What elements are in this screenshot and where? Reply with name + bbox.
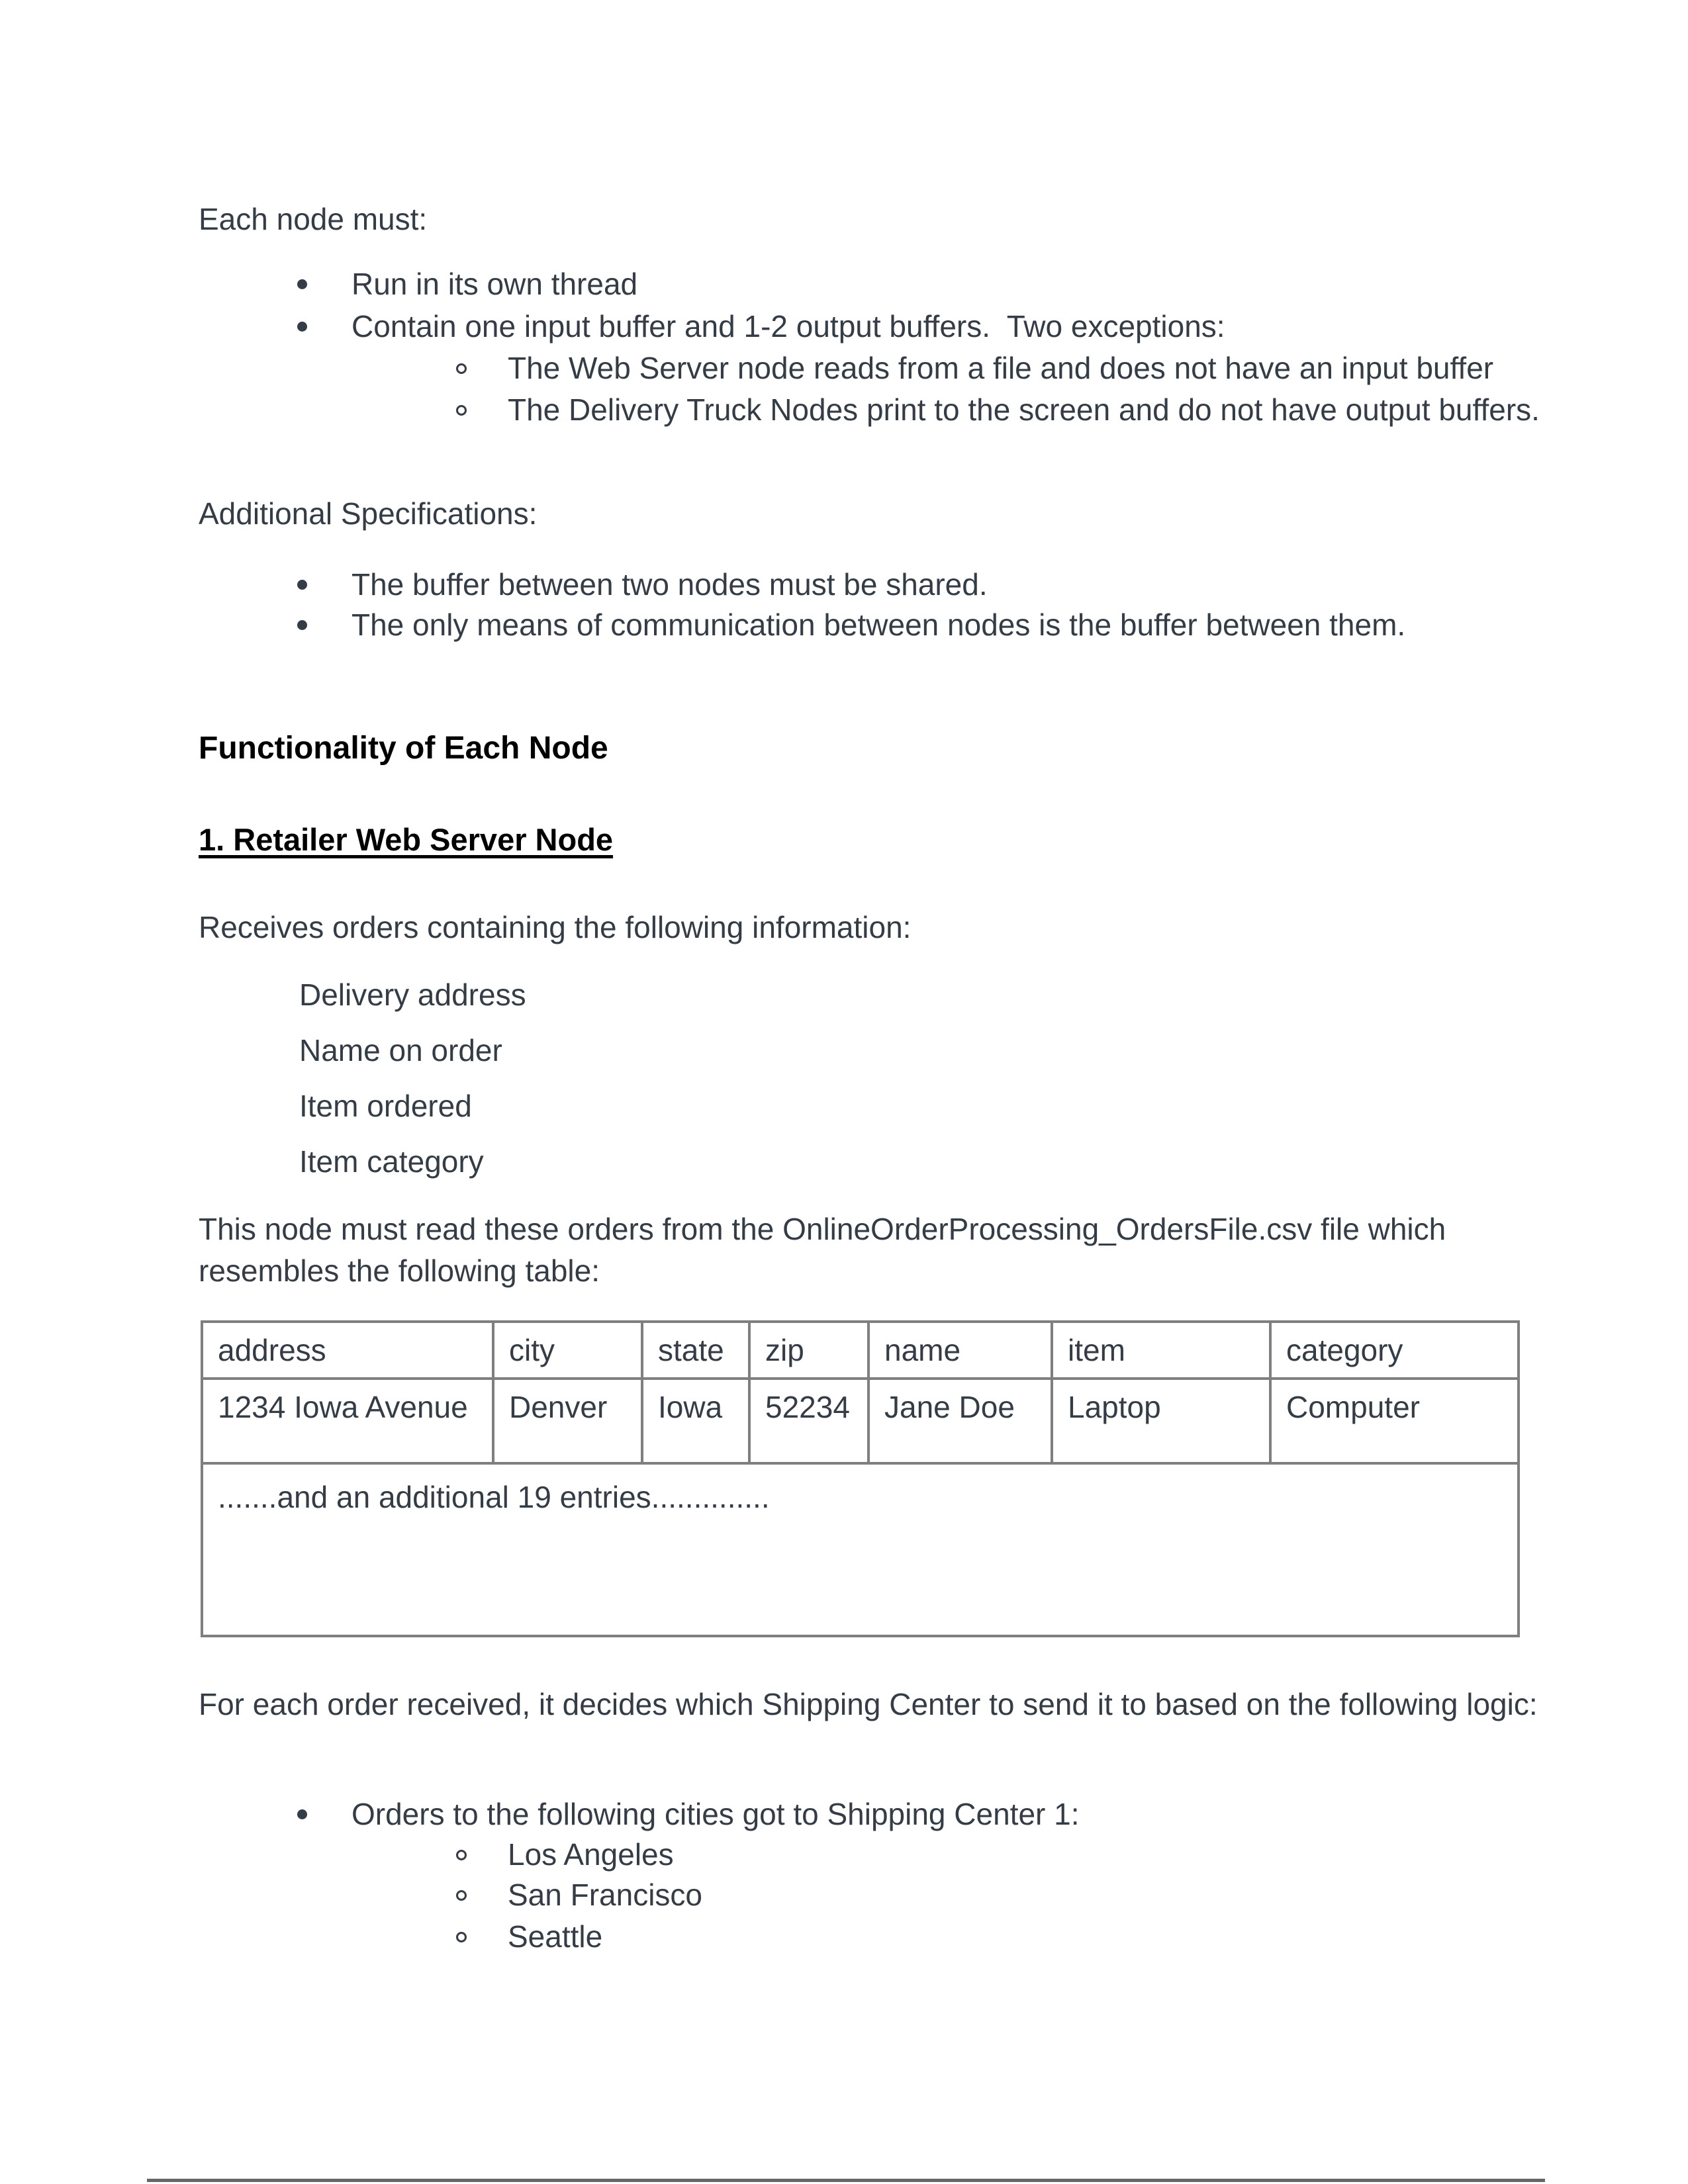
hollow-bullet-icon bbox=[456, 405, 467, 416]
list-item-label: Orders to the following cities got to Shipping Center 1: bbox=[352, 1797, 1080, 1831]
order-field: Name on order bbox=[299, 1033, 502, 1068]
order-field: Delivery address bbox=[299, 978, 526, 1012]
logic-paragraph: For each order received, it decides which Shipping Center to send it to based on the following logic: bbox=[199, 1687, 1538, 1721]
order-field: Item ordered bbox=[299, 1089, 472, 1123]
hollow-bullet-icon bbox=[456, 1850, 467, 1860]
bullet-icon bbox=[297, 322, 307, 332]
sub-list-item-delivery-truck bbox=[508, 389, 1567, 431]
column-header-name: name bbox=[868, 1322, 1052, 1379]
list-item-buffers bbox=[352, 306, 1517, 347]
column-header-address: address bbox=[202, 1322, 493, 1379]
hollow-bullet-icon bbox=[456, 1890, 467, 1901]
list-item-label: The Web Server node reads from a file and does not have an input buffer bbox=[508, 351, 1494, 385]
bullet-icon bbox=[297, 279, 307, 289]
sub-list-item-seattle bbox=[508, 1916, 1567, 1958]
list-item-shared-buffer bbox=[352, 564, 1517, 606]
sub-list-item-san-francisco bbox=[508, 1874, 1567, 1916]
receives-orders-line: Receives orders containing the following information: bbox=[199, 910, 912, 944]
cell-address: 1234 Iowa Avenue bbox=[202, 1379, 493, 1463]
sub-list-item-web-server bbox=[508, 347, 1567, 389]
column-header-zip: zip bbox=[749, 1322, 868, 1379]
cell-category: Computer bbox=[1270, 1379, 1519, 1463]
order-field: Item category bbox=[299, 1144, 484, 1179]
additional-specs-heading: Additional Specifications: bbox=[199, 496, 538, 531]
list-item-communication bbox=[352, 604, 1517, 646]
bullet-icon bbox=[297, 580, 307, 590]
list-item-shipping-center-1 bbox=[352, 1794, 1517, 1835]
column-header-state: state bbox=[642, 1322, 749, 1379]
cell-name: Jane Doe bbox=[868, 1379, 1052, 1463]
list-item-label: Contain one input buffer and 1-2 output buffers. Two exceptions: bbox=[352, 309, 1225, 343]
bullet-icon bbox=[297, 1809, 307, 1819]
table-header-row bbox=[202, 1322, 1519, 1379]
intro-heading: Each node must: bbox=[199, 202, 428, 236]
column-header-category: category bbox=[1270, 1322, 1519, 1379]
additional-entries-note: .......and an additional 19 entries.............. bbox=[202, 1463, 1519, 1636]
bullet-icon bbox=[297, 620, 307, 630]
table-row bbox=[202, 1379, 1519, 1463]
subsection-heading: 1. Retailer Web Server Node bbox=[199, 822, 614, 857]
table-footer-row bbox=[202, 1463, 1519, 1636]
hollow-bullet-icon bbox=[456, 1932, 467, 1942]
list-item-label: San Francisco bbox=[508, 1878, 703, 1912]
cell-state: Iowa bbox=[642, 1379, 749, 1463]
next-page-table-top-edge bbox=[147, 2179, 1545, 2182]
list-item-label: The buffer between two nodes must be shared. bbox=[352, 567, 988, 602]
list-item-label: Seattle bbox=[508, 1919, 603, 1954]
column-header-city: city bbox=[493, 1322, 642, 1379]
list-item-label: Run in its own thread bbox=[352, 267, 638, 301]
orders-table bbox=[201, 1320, 1520, 1637]
sub-list-item-los-angeles bbox=[508, 1834, 1567, 1876]
list-item-label: The Delivery Truck Nodes print to the screen and do not have output buffers. bbox=[508, 392, 1540, 427]
hollow-bullet-icon bbox=[456, 363, 467, 374]
column-header-item: item bbox=[1052, 1322, 1270, 1379]
list-item-run-thread bbox=[352, 263, 1517, 305]
csv-paragraph: This node must read these orders from the OnlineOrderProcessing_OrdersFile.csv file which resembles the following table: bbox=[199, 1212, 1455, 1288]
section-heading: Functionality of Each Node bbox=[199, 731, 608, 766]
list-item-label: Los Angeles bbox=[508, 1837, 674, 1872]
cell-city: Denver bbox=[493, 1379, 642, 1463]
list-item-label: The only means of communication between nodes is the buffer between them. bbox=[352, 608, 1406, 642]
cell-item: Laptop bbox=[1052, 1379, 1270, 1463]
cell-zip: 52234 bbox=[749, 1379, 868, 1463]
